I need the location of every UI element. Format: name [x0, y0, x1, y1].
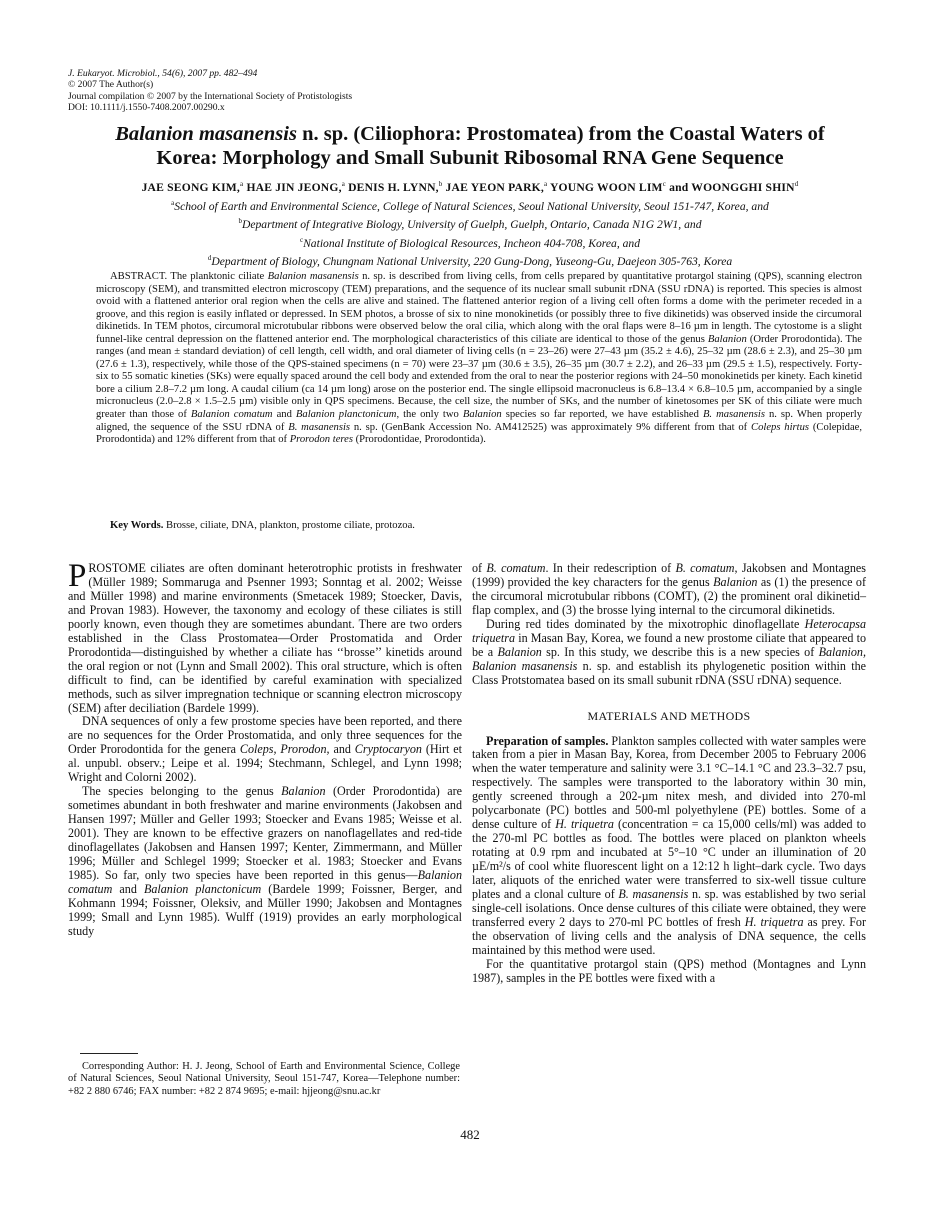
affiliations: [40, 196, 900, 269]
page-number: 482: [460, 1127, 480, 1142]
subsection-heading: Preparation of samples.: [486, 733, 609, 748]
affiliation: $^a$School of Earth and Environmental Science, College of Natural Sciences, Seoul National University, Seoul 151-747, Korea, and: [171, 199, 769, 213]
article-title: [40, 122, 900, 170]
keywords-label: Key Words.: [110, 520, 164, 531]
title-line1: n. sp. (Ciliophora: Prostomatea) from the Coastal Waters of: [296, 123, 825, 145]
keywords-text: Brosse, ciliate, DNA, plankton, prostome ciliate, protozoa.: [163, 520, 415, 531]
title-line2: Korea: Morphology and Small Subunit Ribosomal RNA Gene Sequence: [156, 147, 784, 169]
footnote-rule: [80, 1053, 138, 1054]
right-column: [472, 562, 866, 986]
compilation-line: Journal compilation © 2007 by the International Society of Protistologists: [68, 90, 353, 102]
affiliation: $^b$Department of Integrative Biology, University of Guelph, Guelph, Ontario, Canada N1G 2W1, and: [238, 217, 702, 232]
left-column: [68, 558, 462, 939]
title-species: Balanion masanensis: [115, 123, 297, 145]
intro-paragraph: PROSTOME ciliates are often dominant heterotrophic protists in freshwater (Müller 1989; Sommaruga and Psenner 1993; Sonntag et al. 2002; Weisse and Müller 1998) and marine environments (Smetacek 1989; Stoecker, Davis, and Provan 1983). However, the taxonomy and ecology of these ciliates is still poorly known, even though they are sometimes abundant. There are two orders established in the Class Prostomatea—Order Prostomatida and Order Prorodontida—distinguished by whether a ciliate has ‘‘brosse’’ kinetids around the oral region or not (Lynn and Small 2002). This oral structure, which is often difficult to find, can be identified by careful examination with specialized methods, such as silver impregnation technique or scanning electron microscopy (SEM) after deciliation (Bardele 1999).: [68, 558, 462, 715]
author: JAE YEON PARK,: [442, 180, 544, 194]
author-list: JAE SEONG KIM,$^a$ HAE JIN JEONG,$^a$ DENIS H. LYNN,$^b$ JAE YEON PARK,$^a$ YOUNG WOON LIM$^c$ and WOONGGHI SHIN$^d$: [141, 180, 799, 194]
intro-paragraph: The species belonging to the genus Balanion (Order Prorodontida) are sometimes abundant in both freshwater and marine environments (Jakobsen and Hansen 1997; Müller and Geller 1993; Stoecker and Evans 1985; Weisse et al. 2001). They are known to be effective grazers on nanoflagellates and red-tide dinoflagellates (Jakobsen and Hansen 1997; Kenter, Zimmermann, and Müller 1996; Müller and Schlegel 1999; Stoecker et al. 1983; Stoecker and Evans 1985). So far, only two species have been reported in this genus—Balanion comatum and Balanion planctonicum (Bardele 1999; Foissner, Berger, and Kohmann 1994; Foissner, Oleksiv, and Müller 1990; Jakobsen and Montagnes 1999; Small and Lynn 1985). Wulff (1919) provides an early morphological study: [68, 784, 462, 938]
keywords: [110, 520, 860, 533]
drop-cap: P: [68, 558, 87, 594]
author: DENIS H. LYNN,: [345, 180, 439, 194]
author: HAE JIN JEONG,: [243, 180, 342, 194]
author: and WOONGGHI SHIN: [666, 180, 795, 194]
section-heading: MATERIALS AND METHODS: [587, 708, 751, 723]
affiliation: $^d$Department of Biology, Chungnam National University, 220 Gung-Dong, Yuseong-Gu, Daejeon 305-763, Korea: [207, 254, 733, 268]
methods-paragraph: Preparation of samples. Plankton samples collected with water samples were taken from a pier in Masan Bay, Korea, from December 2005 to February 2006 when the water temperature and salinity were 3.1 °C–14.1 °C and 23.3–32.7 psu, respectively. The samples were transported to the laboratory within 30 min, gently screened through a 202-µm nitex mesh, and divided into 270-ml polycarbonate (PC) bottles and 500-ml polyethylene (PE) bottles. Some of a dense culture of H. triquetra (concentration = ca 15,000 cells/ml) was added to the 270-ml PC bottles as food. The bottles were placed on plankton wheels rotating at 0.9 rpm and incubated at 5°–10 °C under an illumination of 20 µE/m²/s of cool white fluorescent light on a 12:12 h light–dark cycle. Two days later, aliquots of the enriched water were transferred to six-well tissue culture plates and a clonal culture of B. masanensis n. sp. was established by two serial single-cell isolations. Once dense cultures of this ciliate were obtained, they were transferred every 2 days to 270-ml PC bottles of fresh H. triquetra as prey. For the observation of living cells and the analysis of DNA sequence, the cells maintained by this method were used.: [472, 733, 867, 957]
author: YOUNG WOON LIM: [547, 180, 663, 194]
abstract: ABSTRACT. The planktonic ciliate Balanion masanensis n. sp. is described from living cells, from cells prepared by quantitative protargol staining (QPS), scanning electron microscopy (SEM), and transmitted electron microscopy (TEM) preparations, and the sequence of its nuclear small subunit rDNA (SSU rDNA) is reported. This species is almost ovoid with a flattened anterior oral region when the cells are alive and stained. The flattened anterior region of a living cell often forms a dome with the perimeter receded in a groove, and this region is easily inflated or depressed. In SEM photos, a brosse of six to nine monokinetids (or possibly three to five dikinetids) was observed inside the circumoral dikinetids. In TEM photos, circumoral microtubular ribbons were observed below the oral cilia, which along with the oral flaps were 8–16 µm in length. The cytostome is a slight funnel-like central depression on the flattened anterior end. The morphological characteristics of this ciliate are identical to those of the genus Balanion (Order Prorodontida). The ranges (and mean ± standard deviation) of cell length, cell width, and oral diameter of living cells (n = 23–26) were 27–43 µm (35.2 ± 4.6), 25–32 µm (28.6 ± 2.3), and 25–30 µm (27.6 ± 1.3), respectively, while those of the QPS-stained specimens (n = 70) were 23–37 µm (30.6 ± 3.5), 26–35 µm (30.7 ± 2.2), and 26–33 µm (29.5 ± 1.5), respectively. Forty-six to 55 somatic kineties (SKs) were equally spaced around the cell body and extended from the oral to near the posterior regions with 24–50 monokinetids per kinety. Each kinetid bore a cilium 2.8–7.2 µm long. A caudal cilium (ca 14 µm long) arose on the posterior end. The single ellipsoid macronucleus is 6.8–13.4 × 6.8–10.5 µm, accompanied by a single micronucleus (2.0–2.8 × 1.5–2.5 µm) visible only in QPS specimens. Because, the cell size, the number of SKs, and the number of kinetosomes per SK of this ciliate were much greater than those of Balanion comatum and Balanion planctonicum, the only two Balanion species so far reported, we have established B. masanensis n. sp. When properly aligned, the sequence of the SSU rDNA of B. masanensis n. sp. (GenBank Accession No. AM412525) was approximately 9% different from that of Coleps hirtus (Colepidae, Prorodontida) and 12% different from that of Prorodon teres (Prorodontidae, Prorodontida).: [96, 271, 863, 446]
author: JAE SEONG KIM,: [141, 180, 241, 194]
intro-paragraph: During red tides dominated by the mixotrophic dinoflagellate Heterocapsa triquetra in Masan Bay, Korea, we found a new prostome ciliate that appeared to be a Balanion sp. In this study, we describe this is a new species of Balanion, Balanion masanensis n. sp. and establish its phylogenetic position within the Class Protstomatea based on its small subunit rDNA (SSU rDNA) sequence.: [472, 616, 867, 687]
doi-line: DOI: 10.1111/j.1550-7408.2007.00290.x: [68, 102, 225, 114]
journal-citation: J. Eukaryot. Microbiol., 54(6), 2007 pp. 482–494: [68, 68, 258, 79]
intro-paragraph: of B. comatum. In their redescription of B. comatum, Jakobsen and Montagnes (1999) provided the key characters for the genus Balanion as (1) the presence of the circumoral microtubular ribbons (COMT), (2) the prominent oral dikinetid–flap complex, and (3) the brosse lying internal to the circumoral dikinetids.: [472, 561, 866, 617]
copyright-line: © 2007 The Author(s): [68, 79, 154, 91]
intro-paragraph: DNA sequences of only a few prostome species have been reported, and there are no sequences for the Order Prostomatida, and only three sequences for the Order Prorodontida for the genera Coleps, Prorodon, and Cryptocaryon (Hirt et al. unpubl. observ.; Leipe et al. 1994; Stechmann, Schlegel, and Lynn 1998; Wright and Colorni 2002).: [68, 714, 462, 785]
methods-paragraph: For the quantitative protargol stain (QPS) method (Montagnes and Lynn 1987), samples in the PE bottles were fixed with a: [472, 956, 866, 985]
journal-header: [68, 68, 352, 114]
affiliation: $^c$National Institute of Biological Resources, Incheon 404-708, Korea, and: [299, 235, 641, 250]
corresponding-author-footnote: Corresponding Author: H. J. Jeong, School of Earth and Environmental Science, College of Natural Sciences, Seoul National University, Seoul 151-747, Korea—Telephone number: +82 2 880 6746; FAX number: +82 2 874 9695; e-mail: hjjeong@snu.ac.kr: [68, 1061, 460, 1097]
